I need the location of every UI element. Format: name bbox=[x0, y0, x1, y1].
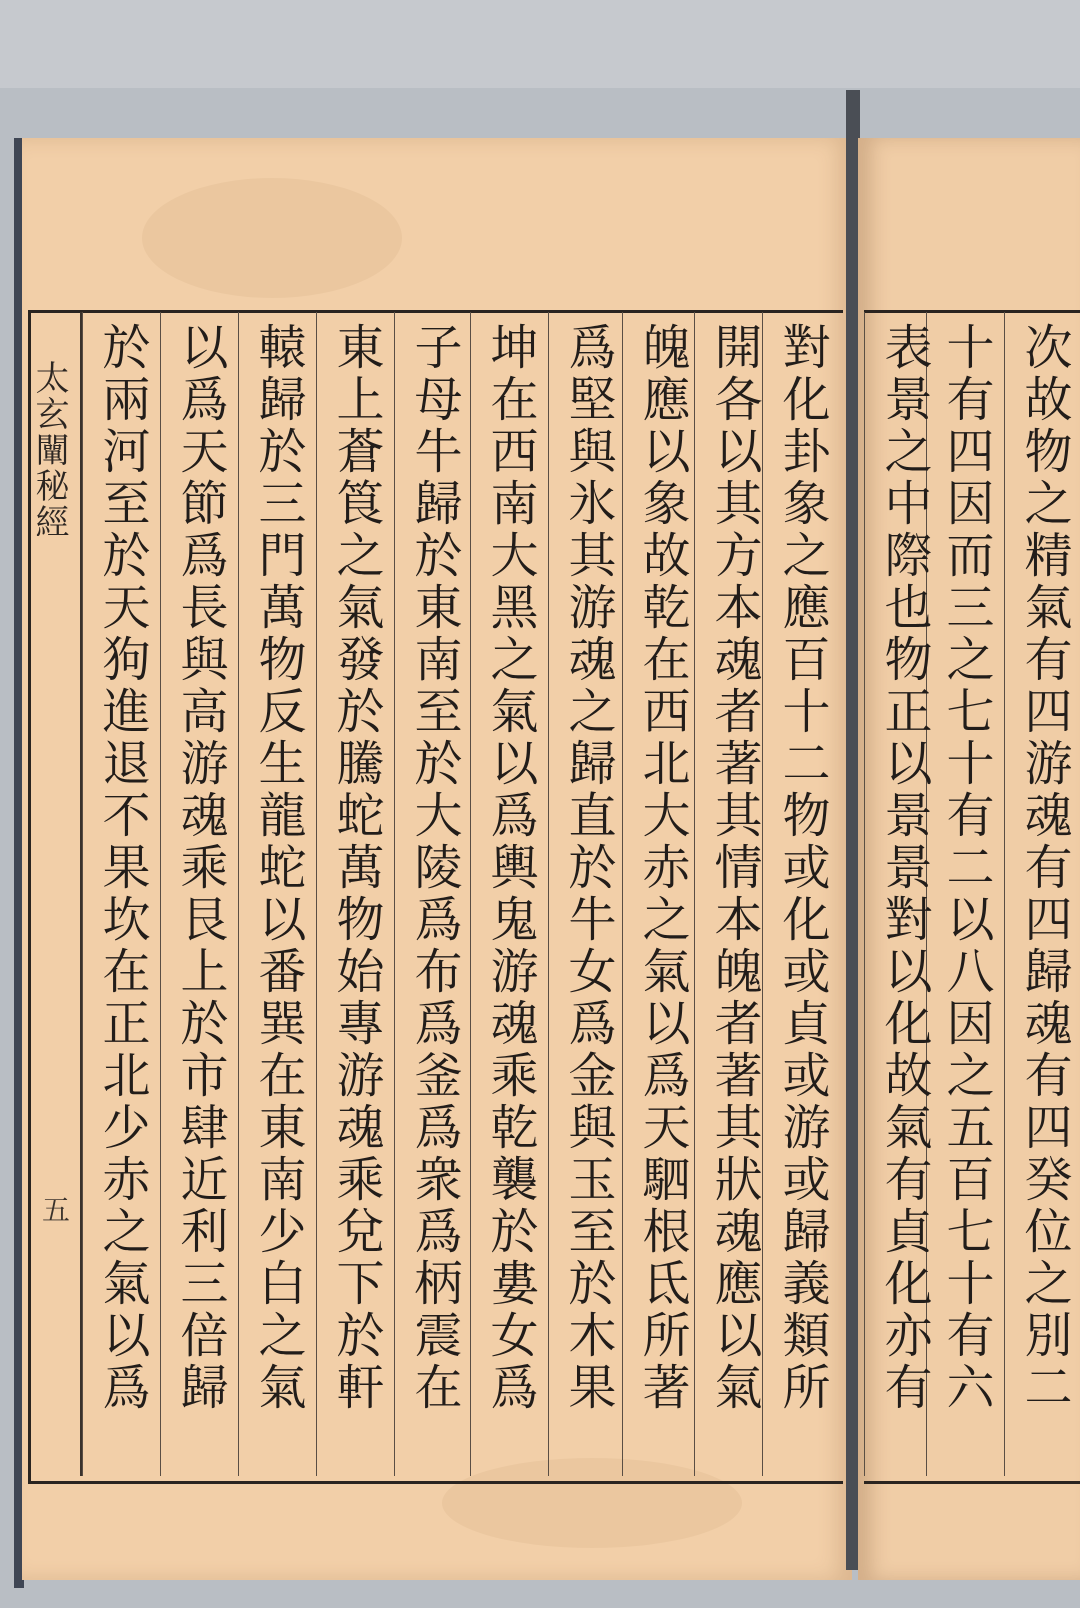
text-column: 爲堅與氷其游魂之歸直於牛女爲金與玉至於木果 bbox=[548, 312, 622, 1476]
text-column: 坤在西南大黑之氣以爲輿鬼游魂乘乾襲於婁女爲 bbox=[470, 312, 548, 1476]
text-column: 表景之中際也物正以景景對以化故氣有貞化亦有 bbox=[864, 312, 926, 1476]
text-column: 次故物之精氣有四游魂有四歸魂有四癸位之別二 bbox=[1004, 312, 1080, 1476]
text-column: 對化卦象之應百十二物或化或貞或游或歸義類所 bbox=[762, 312, 840, 1476]
text-column: 魄應以象故乾在西北大赤之氣以爲天駟根氐所著 bbox=[622, 312, 694, 1476]
page-number: 五 bbox=[38, 1195, 71, 1223]
text-column: 於兩河至於天狗進退不果坎在正北少赤之氣以爲 bbox=[82, 312, 160, 1476]
scan-background-top bbox=[0, 0, 1080, 88]
text-column: 以爲天節爲長與高游魂乘艮上於市肆近利三倍歸 bbox=[160, 312, 238, 1476]
running-title: 太玄闡秘經 bbox=[29, 360, 69, 540]
text-column: 開各以其方本魂者著其情本魄者著其狀魂應以氣 bbox=[694, 312, 762, 1476]
text-column: 東上蒼筤之氣發於騰蛇萬物始專游魂乘兌下於軒 bbox=[316, 312, 394, 1476]
text-column: 轅歸於三門萬物反生龍蛇以番巽在東南少白之氣 bbox=[238, 312, 316, 1476]
text-column: 子母牛歸於東南至於大陵爲布爲釜爲衆爲柄震在 bbox=[394, 312, 470, 1476]
text-column: 十有四因而三之七十有二以八因之五百七十有六 bbox=[926, 312, 1004, 1476]
